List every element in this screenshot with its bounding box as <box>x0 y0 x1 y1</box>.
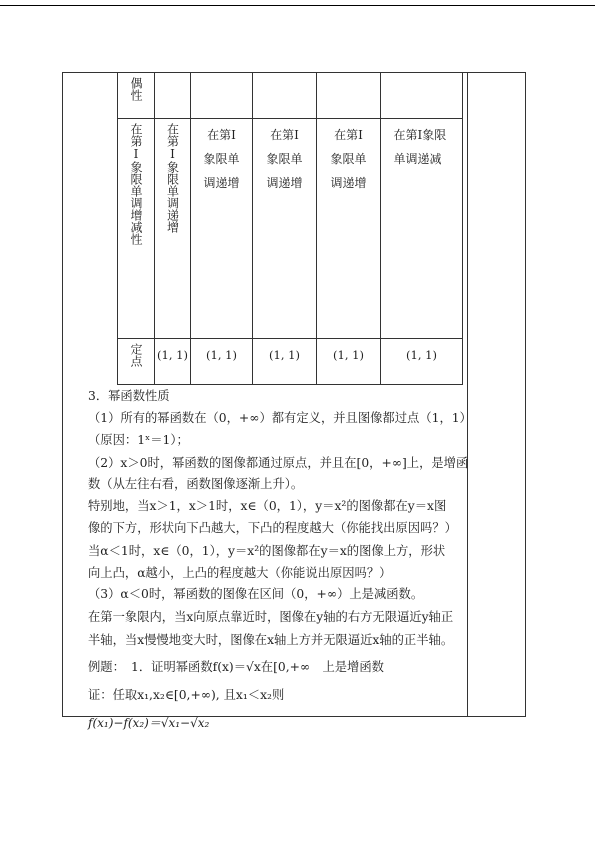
table-cell: (1, 1) <box>191 339 253 385</box>
table-cell: 在第Ⅰ象限单调递减 <box>381 119 463 339</box>
paragraph-line: （1）所有的幂函数在（0，+∞）都有定义，并且图像都过点（1，1） <box>88 411 472 425</box>
paragraph-line: 在第一象限内，当x向原点靠近时，图像在y轴的右方无限逼近y轴正 <box>88 610 454 624</box>
table-cell <box>155 73 191 119</box>
proof-line: 证：任取x₁,x₂∈[0,+∞), 且x₁＜x₂则 <box>88 688 285 702</box>
paragraph-line: 向上凸，α越小，上凸的程度越大（你能说出原因吗？） <box>88 566 392 580</box>
paragraph-line: 像的下方，形状向下凸越大，下凸的程度越大（你能找出原因吗？） <box>88 521 457 535</box>
paragraph-line: 半轴，当x慢慢地变大时，图像在x轴上方并无限逼近x轴的正半轴。 <box>88 633 454 647</box>
paragraph-line: 当α＜1时，x∈（0，1），y＝x²的图像都在y＝x的图像上方，形状 <box>88 544 446 558</box>
table-cell: (1, 1) <box>155 339 191 385</box>
table-cell <box>191 73 253 119</box>
power-function-properties-table <box>117 72 463 385</box>
row-label-fixed-point: 定点 <box>118 339 155 385</box>
row-label-monotonic: 在第Ⅰ象限单调增减性 <box>118 119 155 339</box>
paragraph-line: 数（从左往右看，函数图像逐渐上升）。 <box>88 477 304 491</box>
paragraph-line: （原因：1ˣ＝1）； <box>88 433 189 447</box>
table-cell <box>253 73 317 119</box>
example-line: 例题： 1．证明幂函数f(x)＝√x在[0,+∞ 上是增函数 <box>88 660 384 674</box>
table-cell: 在第Ⅰ象限单调递增 <box>253 119 317 339</box>
table-cell: (1, 1) <box>317 339 381 385</box>
table-cell: (1, 1) <box>253 339 317 385</box>
paragraph-line: （3）α＜0时，幂函数的图像在区间（0，+∞）上是减函数。 <box>88 587 424 601</box>
row-label-parity: 偶性 <box>118 73 155 119</box>
right-column-rule <box>467 72 468 717</box>
formula-line: f(x₁)−f(x₂)＝√x₁−√x₂ <box>88 716 210 730</box>
paragraph-line: （2）x＞0时，幂函数的图像都通过原点，并且在[0，+∞]上，是增函 <box>88 456 469 470</box>
table-cell: 在第Ⅰ象限单调递增 <box>191 119 253 339</box>
table-row-fixed-point <box>118 339 463 385</box>
table-cell: 在第Ⅰ象限单调递增 <box>317 119 381 339</box>
table-row-monotonic <box>118 119 463 339</box>
table-cell <box>317 73 381 119</box>
table-cell: (1, 1) <box>381 339 463 385</box>
header-rule <box>0 5 595 6</box>
table-row-parity <box>118 73 463 119</box>
table-cell: 在第Ⅰ象限单调递增 <box>155 119 191 339</box>
section-heading: 3．幂函数性质 <box>88 389 170 403</box>
paragraph-line: 特别地，当x＞1，x＞1时，x∈（0，1），y＝x²的图像都在y＝x图 <box>88 499 447 513</box>
table-cell <box>381 73 463 119</box>
